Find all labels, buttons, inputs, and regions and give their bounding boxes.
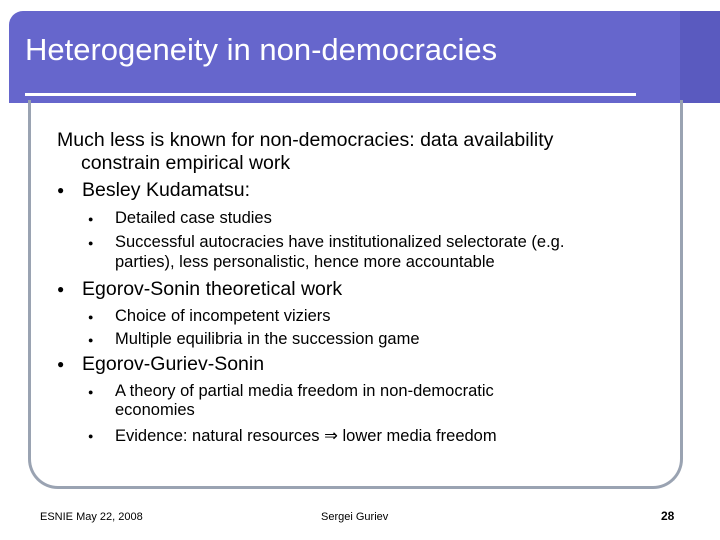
sub-bullet-marker: ● xyxy=(88,387,94,397)
intro-line-2: constrain empirical work xyxy=(81,152,291,174)
sub-bullet-marker: ● xyxy=(88,312,94,322)
sub-bullet-case-studies: Detailed case studies xyxy=(115,209,272,227)
bullet-marker: ● xyxy=(57,183,65,197)
bullet-egorov-guriev-sonin: Egorov-Guriev-Sonin xyxy=(82,353,265,375)
sub-bullet-marker: ● xyxy=(88,238,94,248)
sub-bullet-viziers: Choice of incompetent viziers xyxy=(115,307,331,325)
bullet-marker: ● xyxy=(57,282,65,296)
title-banner-edge xyxy=(680,11,720,103)
sub-bullet-marker: ● xyxy=(88,214,94,224)
bullet-marker: ● xyxy=(57,357,65,371)
title-underline xyxy=(25,93,636,96)
bullet-egorov-sonin: Egorov-Sonin theoretical work xyxy=(82,278,343,300)
sub-bullet-media-freedom-theory-cont: economies xyxy=(115,401,195,419)
sub-bullet-succession: Multiple equilibria in the succession game xyxy=(115,330,420,348)
sub-bullet-natural-resources: Evidence: natural resources ⇒ lower media freedom xyxy=(115,427,497,445)
bullet-besley-kudamatsu: Besley Kudamatsu: xyxy=(82,179,251,201)
sub-bullet-successful-autocracies: Successful autocracies have institutionalized selectorate (e.g. xyxy=(115,233,565,251)
sub-bullet-successful-autocracies-cont: parties), less personalistic, hence more accountable xyxy=(115,253,495,271)
sub-bullet-marker: ● xyxy=(88,431,94,441)
footer-date: ESNIE May 22, 2008 xyxy=(40,511,143,523)
footer-author: Sergei Guriev xyxy=(321,511,389,523)
slide-title: Heterogeneity in non-democracies xyxy=(25,32,498,67)
page-number: 28 xyxy=(661,509,675,523)
intro-line-1: Much less is known for non-democracies: data availability xyxy=(57,129,554,151)
sub-bullet-media-freedom-theory: A theory of partial media freedom in non-democratic xyxy=(115,382,494,400)
sub-bullet-marker: ● xyxy=(88,335,94,345)
